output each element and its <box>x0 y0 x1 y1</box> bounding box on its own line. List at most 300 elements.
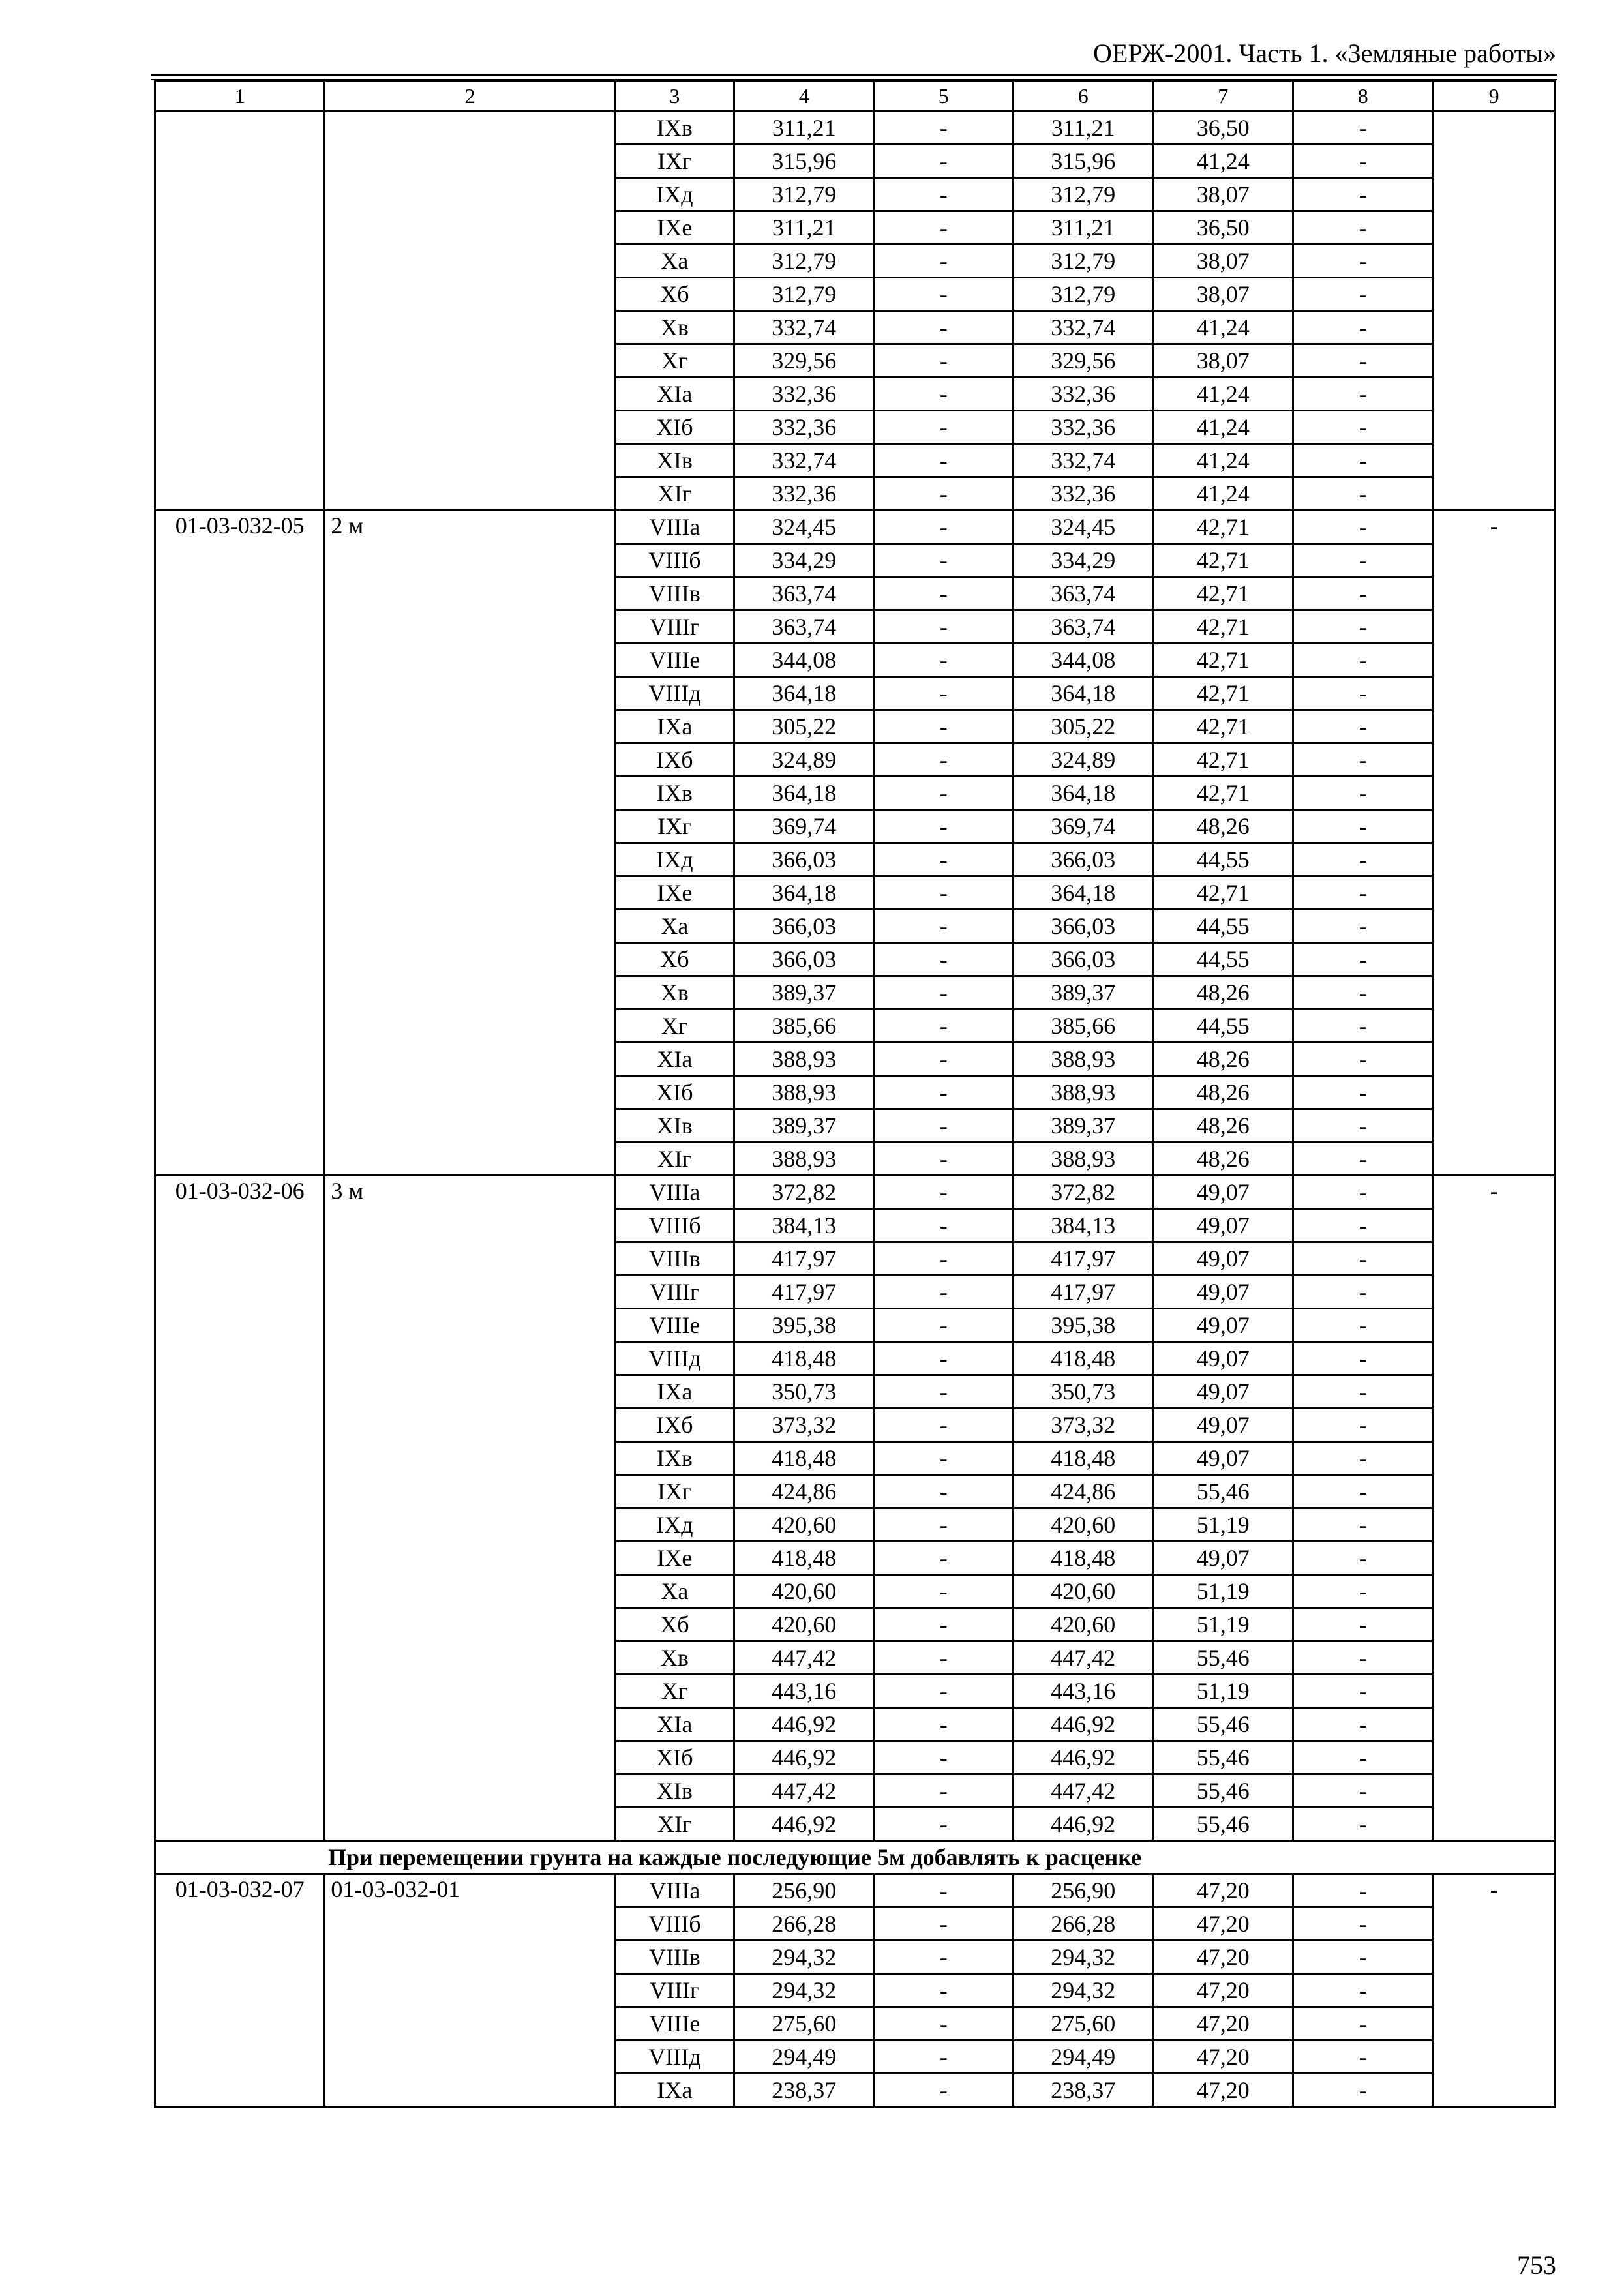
machine-cost-cell: 294,32 <box>1014 1941 1153 1974</box>
soil-group-cell: VIIIв <box>615 1941 734 1974</box>
soil-group-cell: Xв <box>615 976 734 1010</box>
wages-cell: - <box>874 1076 1014 1109</box>
wages-cell: - <box>874 1974 1014 2007</box>
soil-group-cell: IXд <box>615 178 734 211</box>
machine-cost-cell: 384,13 <box>1014 1209 1153 1242</box>
materials-cost-cell: - <box>1293 411 1433 444</box>
total-cost-cell: 363,74 <box>734 610 874 644</box>
machinist-wages-cell: 38,07 <box>1153 178 1293 211</box>
materials-cost-cell: - <box>1293 943 1433 976</box>
total-cost-cell: 388,93 <box>734 1076 874 1109</box>
machine-cost-cell: 238,37 <box>1014 2074 1153 2107</box>
machine-cost-cell: 420,60 <box>1014 1575 1153 1608</box>
wages-cell: - <box>874 1475 1014 1508</box>
wages-cell: - <box>874 311 1014 344</box>
machine-cost-cell: 266,28 <box>1014 1908 1153 1941</box>
machinist-wages-cell: 48,26 <box>1153 810 1293 843</box>
soil-group-cell: XIв <box>615 444 734 477</box>
total-cost-cell: 418,48 <box>734 1342 874 1375</box>
wages-cell: - <box>874 112 1014 145</box>
total-cost-cell: 443,16 <box>734 1675 874 1708</box>
column-number: 5 <box>874 81 1014 112</box>
machine-cost-cell: 363,74 <box>1014 577 1153 610</box>
column-number: 2 <box>325 81 615 112</box>
machine-cost-cell: 366,03 <box>1014 943 1153 976</box>
wages-cell: - <box>874 378 1014 411</box>
materials-cost-cell: - <box>1293 1741 1433 1774</box>
wages-cell: - <box>874 2074 1014 2107</box>
machinist-wages-cell: 42,71 <box>1153 610 1293 644</box>
machinist-wages-cell: 49,07 <box>1153 1242 1293 1276</box>
total-cost-cell: 238,37 <box>734 2074 874 2107</box>
machine-cost-cell: 334,29 <box>1014 544 1153 577</box>
wages-cell: - <box>874 178 1014 211</box>
soil-group-cell: Xа <box>615 910 734 943</box>
wages-cell: - <box>874 810 1014 843</box>
materials-cost-cell: - <box>1293 211 1433 245</box>
materials-cost-cell: - <box>1293 910 1433 943</box>
table-row <box>155 112 1556 145</box>
column-number: 6 <box>1014 81 1153 112</box>
wages-cell: - <box>874 544 1014 577</box>
machine-cost-cell: 312,79 <box>1014 245 1153 278</box>
machinist-wages-cell: 42,71 <box>1153 777 1293 810</box>
total-cost-cell: 344,08 <box>734 644 874 677</box>
wages-cell: - <box>874 1741 1014 1774</box>
table-row <box>155 1874 1556 1908</box>
machine-cost-cell: 417,97 <box>1014 1242 1153 1276</box>
wages-cell: - <box>874 1608 1014 1641</box>
wages-cell: - <box>874 1209 1014 1242</box>
machinist-wages-cell: 51,19 <box>1153 1575 1293 1608</box>
total-cost-cell: 266,28 <box>734 1908 874 1941</box>
soil-group-cell: IXе <box>615 211 734 245</box>
soil-group-cell: IXб <box>615 1409 734 1442</box>
wages-cell: - <box>874 1641 1014 1675</box>
machine-cost-cell: 420,60 <box>1014 1608 1153 1641</box>
materials-cost-cell: - <box>1293 1508 1433 1542</box>
wages-cell: - <box>874 511 1014 544</box>
total-cost-cell: 332,74 <box>734 444 874 477</box>
machine-cost-cell: 311,21 <box>1014 112 1153 145</box>
wages-cell: - <box>874 1375 1014 1409</box>
machinist-wages-cell: 47,20 <box>1153 2074 1293 2107</box>
total-cost-cell: 385,66 <box>734 1010 874 1043</box>
machinist-wages-cell: 41,24 <box>1153 145 1293 178</box>
materials-cost-cell: - <box>1293 112 1433 145</box>
machine-cost-cell: 324,89 <box>1014 743 1153 777</box>
soil-group-cell: IXв <box>615 777 734 810</box>
wages-cell: - <box>874 145 1014 178</box>
machine-cost-cell: 366,03 <box>1014 910 1153 943</box>
materials-cost-cell: - <box>1293 1442 1433 1475</box>
total-cost-cell: 363,74 <box>734 577 874 610</box>
soil-group-cell: IXг <box>615 145 734 178</box>
soil-group-cell: XIв <box>615 1774 734 1808</box>
total-cost-cell: 388,93 <box>734 1043 874 1076</box>
machinist-wages-cell: 51,19 <box>1153 1608 1293 1641</box>
soil-group-cell: VIIIб <box>615 1908 734 1941</box>
materials-cost-cell: - <box>1293 1409 1433 1442</box>
machinist-wages-cell: 38,07 <box>1153 245 1293 278</box>
machine-cost-cell: 366,03 <box>1014 843 1153 876</box>
total-cost-cell: 364,18 <box>734 777 874 810</box>
machinist-wages-cell: 42,71 <box>1153 544 1293 577</box>
soil-group-cell: XIб <box>615 1741 734 1774</box>
rate-code: 01-03-032-06 <box>155 1176 325 1841</box>
total-cost-cell: 420,60 <box>734 1575 874 1608</box>
machine-cost-cell: 315,96 <box>1014 145 1153 178</box>
machinist-wages-cell: 42,71 <box>1153 876 1293 910</box>
machine-cost-cell: 395,38 <box>1014 1309 1153 1342</box>
materials-cost-cell: - <box>1293 245 1433 278</box>
wages-cell: - <box>874 1774 1014 1808</box>
total-cost-cell: 447,42 <box>734 1774 874 1808</box>
wages-cell: - <box>874 1442 1014 1475</box>
wages-cell: - <box>874 444 1014 477</box>
soil-group-cell: Xа <box>615 1575 734 1608</box>
wages-cell: - <box>874 777 1014 810</box>
soil-group-cell: IXд <box>615 843 734 876</box>
materials-cost-cell: - <box>1293 577 1433 610</box>
materials-cost-cell: - <box>1293 644 1433 677</box>
total-cost-cell: 417,97 <box>734 1242 874 1276</box>
soil-group-cell: Xв <box>615 1641 734 1675</box>
machinist-wages-cell: 47,20 <box>1153 1941 1293 1974</box>
machinist-wages-cell: 55,46 <box>1153 1641 1293 1675</box>
materials-cost-cell: - <box>1293 278 1433 311</box>
machinist-wages-cell: 42,71 <box>1153 511 1293 544</box>
total-cost-cell: 366,03 <box>734 910 874 943</box>
machine-cost-cell: 332,74 <box>1014 444 1153 477</box>
materials-cost-cell: - <box>1293 777 1433 810</box>
soil-group-cell: VIIIд <box>615 677 734 710</box>
wages-cell: - <box>874 1342 1014 1375</box>
total-cost-cell: 312,79 <box>734 178 874 211</box>
machine-cost-cell: 256,90 <box>1014 1874 1153 1908</box>
materials-cost-cell: - <box>1293 1043 1433 1076</box>
machine-cost-cell: 424,86 <box>1014 1475 1153 1508</box>
soil-group-cell: VIIIд <box>615 2041 734 2074</box>
materials-cost-cell: - <box>1293 2041 1433 2074</box>
wages-cell: - <box>874 943 1014 976</box>
soil-group-cell: VIIIе <box>615 644 734 677</box>
column-number: 7 <box>1153 81 1293 112</box>
machinist-wages-cell: 41,24 <box>1153 411 1293 444</box>
materials-cost-cell: - <box>1293 1708 1433 1741</box>
machine-cost-cell: 363,74 <box>1014 610 1153 644</box>
materials-cost-cell: - <box>1293 344 1433 378</box>
machinist-wages-cell: 47,20 <box>1153 1874 1293 1908</box>
total-cost-cell: 366,03 <box>734 943 874 976</box>
soil-group-cell: XIа <box>615 1708 734 1741</box>
soil-group-cell: VIIIд <box>615 1342 734 1375</box>
soil-group-cell: VIIIб <box>615 544 734 577</box>
materials-cost-cell: - <box>1293 444 1433 477</box>
wages-cell: - <box>874 1542 1014 1575</box>
total-cost-cell: 305,22 <box>734 710 874 743</box>
materials-cost-cell: - <box>1293 1608 1433 1641</box>
machinist-wages-cell: 36,50 <box>1153 112 1293 145</box>
soil-group-cell: Xг <box>615 1675 734 1708</box>
materials-cost-cell: - <box>1293 477 1433 511</box>
total-cost-cell: 332,36 <box>734 477 874 511</box>
machinist-wages-cell: 48,26 <box>1153 1076 1293 1109</box>
total-cost-cell: 372,82 <box>734 1176 874 1209</box>
materials-cost-cell: - <box>1293 843 1433 876</box>
total-cost-cell: 369,74 <box>734 810 874 843</box>
machine-cost-cell: 332,36 <box>1014 477 1153 511</box>
machinist-wages-cell: 41,24 <box>1153 311 1293 344</box>
column-number: 4 <box>734 81 874 112</box>
machinist-wages-cell: 48,26 <box>1153 976 1293 1010</box>
materials-cost-cell: - <box>1293 1908 1433 1941</box>
soil-group-cell: XIг <box>615 477 734 511</box>
total-cost-cell: 329,56 <box>734 344 874 378</box>
total-cost-cell: 418,48 <box>734 1442 874 1475</box>
machine-cost-cell: 373,32 <box>1014 1409 1153 1442</box>
materials-cost-cell: - <box>1293 1276 1433 1309</box>
machine-cost-cell: 364,18 <box>1014 777 1153 810</box>
soil-group-cell: Xб <box>615 278 734 311</box>
wages-cell: - <box>874 710 1014 743</box>
materials-cost-cell: - <box>1293 1542 1433 1575</box>
soil-group-cell: Xг <box>615 1010 734 1043</box>
wages-cell: - <box>874 1409 1014 1442</box>
materials-cost-cell: - <box>1293 810 1433 843</box>
materials-cost-cell: - <box>1293 976 1433 1010</box>
soil-group-cell: VIIIг <box>615 1276 734 1309</box>
total-cost-cell: 446,92 <box>734 1741 874 1774</box>
soil-group-cell: VIIIе <box>615 1309 734 1342</box>
wages-cell: - <box>874 1874 1014 1908</box>
machine-cost-cell: 364,18 <box>1014 876 1153 910</box>
wages-cell: - <box>874 1675 1014 1708</box>
materials-cost-cell: - <box>1293 1375 1433 1409</box>
materials-cost-cell: - <box>1293 876 1433 910</box>
materials-cost-cell: - <box>1293 378 1433 411</box>
soil-group-cell: IXг <box>615 1475 734 1508</box>
total-cost-cell: 315,96 <box>734 145 874 178</box>
materials-cost-cell: - <box>1293 1109 1433 1143</box>
total-cost-cell: 446,92 <box>734 1808 874 1841</box>
machine-cost-cell: 388,93 <box>1014 1076 1153 1109</box>
machinist-wages-cell: 42,71 <box>1153 743 1293 777</box>
total-cost-cell: 332,36 <box>734 411 874 444</box>
section-note-row <box>155 1841 1556 1874</box>
wages-cell: - <box>874 1043 1014 1076</box>
machinist-wages-cell: 44,55 <box>1153 843 1293 876</box>
total-cost-cell: 447,42 <box>734 1641 874 1675</box>
machinist-wages-cell: 47,20 <box>1153 1908 1293 1941</box>
machine-cost-cell: 420,60 <box>1014 1508 1153 1542</box>
soil-group-cell: VIIIе <box>615 2007 734 2041</box>
soil-group-cell: VIIIа <box>615 511 734 544</box>
machine-cost-cell: 324,45 <box>1014 511 1153 544</box>
total-cost-cell: 420,60 <box>734 1608 874 1641</box>
machine-cost-cell: 385,66 <box>1014 1010 1153 1043</box>
labor-cost-cell: - <box>1433 511 1556 1176</box>
machine-cost-cell: 364,18 <box>1014 677 1153 710</box>
machine-cost-cell: 329,56 <box>1014 344 1153 378</box>
machinist-wages-cell: 49,07 <box>1153 1309 1293 1342</box>
soil-group-cell: Xг <box>615 344 734 378</box>
materials-cost-cell: - <box>1293 311 1433 344</box>
machinist-wages-cell: 49,07 <box>1153 1276 1293 1309</box>
labor-cost-cell: - <box>1433 1176 1556 1841</box>
materials-cost-cell: - <box>1293 1641 1433 1675</box>
materials-cost-cell: - <box>1293 1242 1433 1276</box>
wages-cell: - <box>874 577 1014 610</box>
materials-cost-cell: - <box>1293 145 1433 178</box>
wages-cell: - <box>874 1941 1014 1974</box>
soil-group-cell: VIIIв <box>615 577 734 610</box>
machine-cost-cell: 447,42 <box>1014 1774 1153 1808</box>
materials-cost-cell: - <box>1293 1675 1433 1708</box>
page-header-title: ОЕРЖ-2001. Часть 1. «Земляные работы» <box>1093 38 1556 68</box>
wages-cell: - <box>874 411 1014 444</box>
machinist-wages-cell: 49,07 <box>1153 1209 1293 1242</box>
materials-cost-cell: - <box>1293 1342 1433 1375</box>
total-cost-cell: 395,38 <box>734 1309 874 1342</box>
machinist-wages-cell: 49,07 <box>1153 1542 1293 1575</box>
machine-cost-cell: 350,73 <box>1014 1375 1153 1409</box>
soil-group-cell: IXв <box>615 1442 734 1475</box>
wages-cell: - <box>874 1242 1014 1276</box>
soil-group-cell: VIIIа <box>615 1176 734 1209</box>
total-cost-cell: 420,60 <box>734 1508 874 1542</box>
total-cost-cell: 312,79 <box>734 278 874 311</box>
machine-cost-cell: 389,37 <box>1014 976 1153 1010</box>
materials-cost-cell: - <box>1293 1176 1433 1209</box>
page-number: 753 <box>1517 2251 1556 2280</box>
wages-cell: - <box>874 2041 1014 2074</box>
soil-group-cell: VIIIв <box>615 1242 734 1276</box>
total-cost-cell: 446,92 <box>734 1708 874 1741</box>
total-cost-cell: 388,93 <box>734 1143 874 1176</box>
soil-group-cell: Xб <box>615 943 734 976</box>
materials-cost-cell: - <box>1293 1475 1433 1508</box>
column-number: 9 <box>1433 81 1556 112</box>
soil-group-cell: XIб <box>615 1076 734 1109</box>
machinist-wages-cell: 42,71 <box>1153 677 1293 710</box>
machinist-wages-cell: 42,71 <box>1153 710 1293 743</box>
total-cost-cell: 364,18 <box>734 876 874 910</box>
machinist-wages-cell: 49,07 <box>1153 1176 1293 1209</box>
machine-cost-cell: 388,93 <box>1014 1043 1153 1076</box>
materials-cost-cell: - <box>1293 2007 1433 2041</box>
machine-cost-cell: 372,82 <box>1014 1176 1153 1209</box>
wages-cell: - <box>874 2007 1014 2041</box>
total-cost-cell: 294,32 <box>734 1974 874 2007</box>
machinist-wages-cell: 49,07 <box>1153 1375 1293 1409</box>
machine-cost-cell: 332,74 <box>1014 311 1153 344</box>
soil-group-cell: IXб <box>615 743 734 777</box>
wages-cell: - <box>874 677 1014 710</box>
machinist-wages-cell: 48,26 <box>1153 1109 1293 1143</box>
materials-cost-cell: - <box>1293 1076 1433 1109</box>
total-cost-cell: 334,29 <box>734 544 874 577</box>
header-rule <box>151 74 1557 76</box>
total-cost-cell: 275,60 <box>734 2007 874 2041</box>
wages-cell: - <box>874 278 1014 311</box>
total-cost-cell: 389,37 <box>734 976 874 1010</box>
machine-cost-cell: 446,92 <box>1014 1808 1153 1841</box>
total-cost-cell: 311,21 <box>734 211 874 245</box>
soil-group-cell: IXа <box>615 2074 734 2107</box>
machinist-wages-cell: 55,46 <box>1153 1708 1293 1741</box>
soil-group-cell: XIг <box>615 1143 734 1176</box>
total-cost-cell: 384,13 <box>734 1209 874 1242</box>
table-row <box>155 511 1556 544</box>
total-cost-cell: 350,73 <box>734 1375 874 1409</box>
rates-table <box>154 80 1556 2108</box>
soil-group-cell: Xв <box>615 311 734 344</box>
materials-cost-cell: - <box>1293 178 1433 211</box>
total-cost-cell: 294,32 <box>734 1941 874 1974</box>
machinist-wages-cell: 55,46 <box>1153 1741 1293 1774</box>
section-note: При перемещении грунта на каждые последующие 5м добавлять к расценке <box>155 1841 1556 1874</box>
materials-cost-cell: - <box>1293 1209 1433 1242</box>
soil-group-cell: IXе <box>615 1542 734 1575</box>
soil-group-cell: IXг <box>615 810 734 843</box>
total-cost-cell: 373,32 <box>734 1409 874 1442</box>
wages-cell: - <box>874 1276 1014 1309</box>
machinist-wages-cell: 47,20 <box>1153 2041 1293 2074</box>
machinist-wages-cell: 49,07 <box>1153 1342 1293 1375</box>
materials-cost-cell: - <box>1293 1808 1433 1841</box>
soil-group-cell: Xа <box>615 245 734 278</box>
wages-cell: - <box>874 245 1014 278</box>
total-cost-cell: 332,74 <box>734 311 874 344</box>
soil-group-cell: IXа <box>615 710 734 743</box>
materials-cost-cell: - <box>1293 677 1433 710</box>
total-cost-cell: 294,49 <box>734 2041 874 2074</box>
wages-cell: - <box>874 1575 1014 1608</box>
materials-cost-cell: - <box>1293 610 1433 644</box>
machinist-wages-cell: 55,46 <box>1153 1774 1293 1808</box>
materials-cost-cell: - <box>1293 2074 1433 2107</box>
soil-group-cell: VIIIг <box>615 610 734 644</box>
machine-cost-cell: 312,79 <box>1014 178 1153 211</box>
machine-cost-cell: 294,32 <box>1014 1974 1153 2007</box>
machinist-wages-cell: 51,19 <box>1153 1508 1293 1542</box>
machinist-wages-cell: 41,24 <box>1153 477 1293 511</box>
materials-cost-cell: - <box>1293 1575 1433 1608</box>
soil-group-cell: IXе <box>615 876 734 910</box>
machine-cost-cell: 446,92 <box>1014 1741 1153 1774</box>
materials-cost-cell: - <box>1293 544 1433 577</box>
wages-cell: - <box>874 743 1014 777</box>
machine-cost-cell: 418,48 <box>1014 1442 1153 1475</box>
total-cost-cell: 417,97 <box>734 1276 874 1309</box>
machine-cost-cell: 275,60 <box>1014 2007 1153 2041</box>
wages-cell: - <box>874 1176 1014 1209</box>
wages-cell: - <box>874 610 1014 644</box>
soil-group-cell: IXа <box>615 1375 734 1409</box>
column-number: 1 <box>155 81 325 112</box>
wages-cell: - <box>874 1708 1014 1741</box>
machinist-wages-cell: 36,50 <box>1153 211 1293 245</box>
total-cost-cell: 424,86 <box>734 1475 874 1508</box>
wages-cell: - <box>874 1908 1014 1941</box>
machinist-wages-cell: 55,46 <box>1153 1808 1293 1841</box>
machinist-wages-cell: 41,24 <box>1153 444 1293 477</box>
total-cost-cell: 364,18 <box>734 677 874 710</box>
machine-cost-cell: 443,16 <box>1014 1675 1153 1708</box>
wages-cell: - <box>874 1309 1014 1342</box>
rate-code <box>155 112 325 511</box>
